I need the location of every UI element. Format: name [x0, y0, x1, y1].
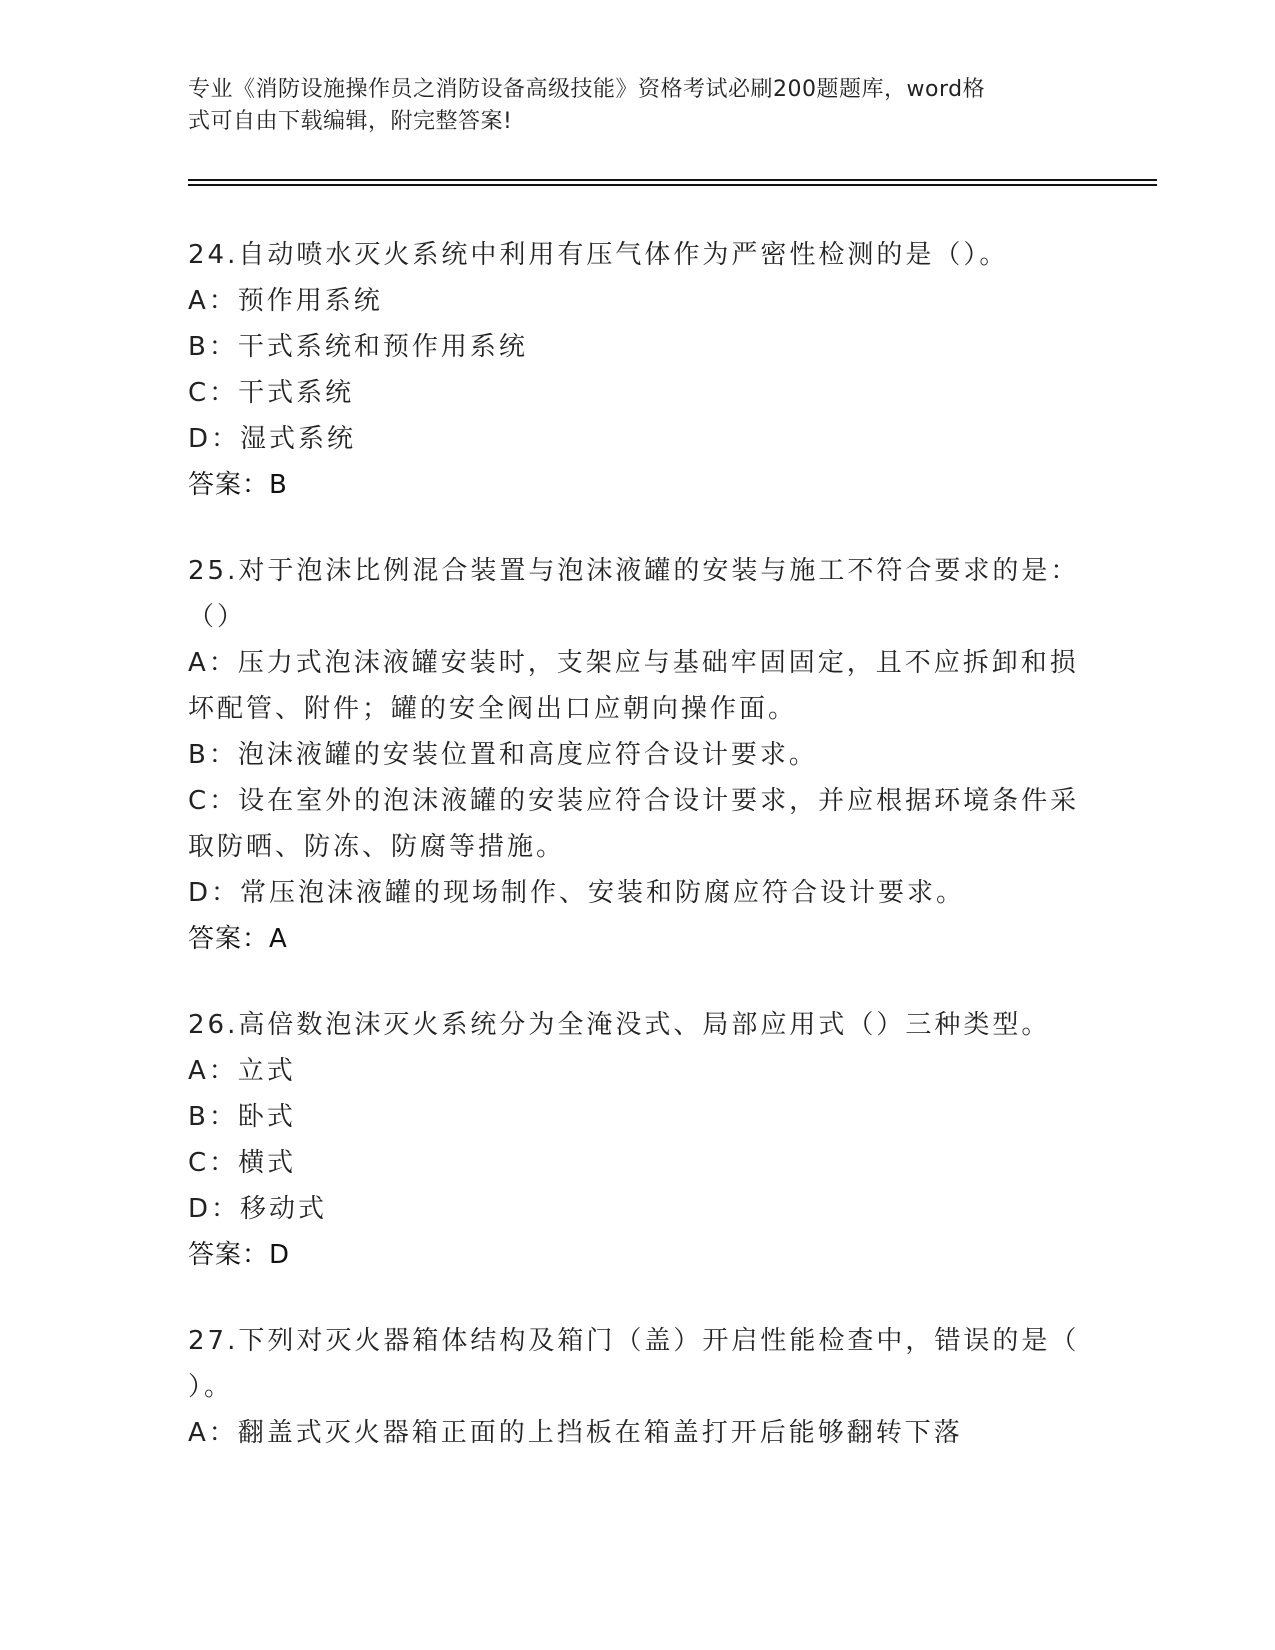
header-line-1: 专业《消防设施操作员之消防设备高级技能》资格考试必刷200题题库，word格 [188, 77, 986, 102]
header-divider-bottom [188, 184, 1157, 186]
question-stem-continuation: （） [188, 602, 247, 632]
document-header [188, 74, 1088, 138]
option-c: C：干式系统 [188, 378, 355, 408]
header-divider-top [188, 179, 1157, 181]
question-list [188, 232, 1088, 1496]
option-b: B：卧式 [188, 1102, 296, 1132]
answer-line: 答案：D [188, 1240, 291, 1270]
option-c: C：设在室外的泡沫液罐的安装应符合设计要求，并应根据环境条件采 [188, 786, 1080, 816]
question-stem: 27.下列对灭火器箱体结构及箱门（盖）开启性能检查中，错误的是（ [188, 1326, 1080, 1356]
header-line-2: 式可自由下载编辑，附完整答案! [188, 109, 513, 134]
option-d: D：移动式 [188, 1194, 328, 1224]
option-a: A：预作用系统 [188, 286, 383, 316]
option-b: B：泡沫液罐的安装位置和高度应符合设计要求。 [188, 740, 818, 770]
question-stem: 26.高倍数泡沫灭火系统分为全淹没式、局部应用式（）三种类型。 [188, 1010, 1051, 1040]
option-a: A：压力式泡沫液罐安装时，支架应与基础牢固固定，且不应拆卸和损 [188, 648, 1079, 678]
question-stem: 24.自动喷水灭火系统中利用有压气体作为严密性检测的是（）。 [188, 240, 1009, 270]
option-d: D：常压泡沫液罐的现场制作、安装和防腐应符合设计要求。 [188, 878, 966, 908]
option-a-continuation: 坏配管、附件；罐的安全阀出口应朝向操作面。 [188, 694, 798, 724]
option-a: A：立式 [188, 1056, 296, 1086]
answer-line: 答案：B [188, 470, 288, 500]
option-a: A：翻盖式灭火器箱正面的上挡板在箱盖打开后能够翻转下落 [188, 1418, 963, 1448]
question-26 [188, 1002, 1088, 1278]
option-d: D：湿式系统 [188, 424, 357, 454]
question-stem-continuation: ）。 [188, 1372, 234, 1402]
option-c: C：横式 [188, 1148, 297, 1178]
option-c-continuation: 取防晒、防冻、防腐等措施。 [188, 832, 566, 862]
question-25 [188, 548, 1088, 962]
question-27 [188, 1318, 1088, 1456]
answer-line: 答案：A [188, 924, 288, 954]
question-stem: 25.对于泡沫比例混合装置与泡沫液罐的安装与施工不符合要求的是： [188, 556, 1080, 586]
question-24 [188, 232, 1088, 508]
option-b: B：干式系统和预作用系统 [188, 332, 528, 362]
